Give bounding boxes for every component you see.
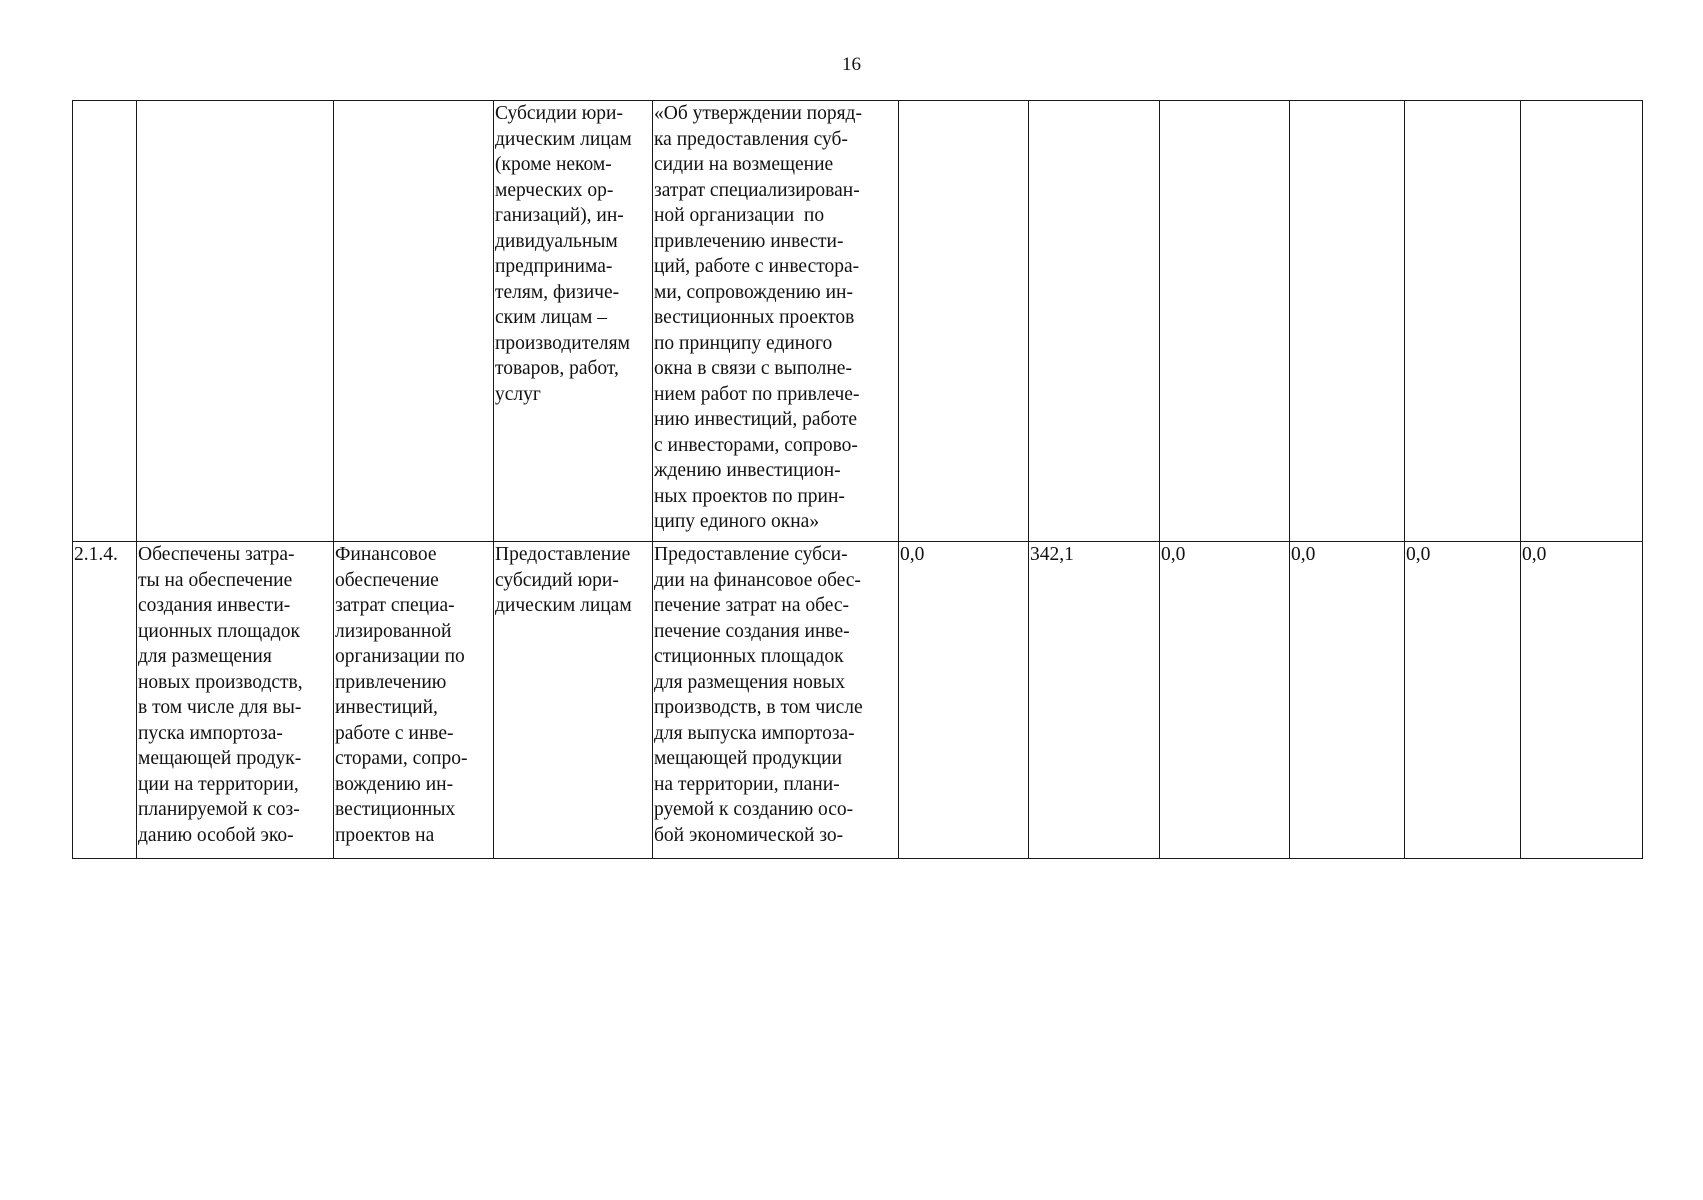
value-cell: 0,0 <box>1521 542 1643 859</box>
value-cell: 0,0 <box>899 542 1029 859</box>
legal-act-cell: Предоставление субси- дии на финансовое обес- печение затрат на обес- печение создания инве- стиционных площадок для размещения новых производств, в том числе для выпуска импортоза- мещающей продукции на территории, плани- руемой к созданию осо- бой экономической зо- <box>653 542 899 859</box>
value-cell <box>1290 101 1405 542</box>
event-cell <box>334 101 494 542</box>
row-number-cell <box>73 101 137 542</box>
table-row <box>73 542 1643 859</box>
value-cell: 0,0 <box>1160 542 1290 859</box>
value-cell: 0,0 <box>1405 542 1521 859</box>
page-number: 16 <box>842 54 861 75</box>
event-cell: Финансовое обеспечение затрат специа- лизированной организации по привлечению инвестиций, работе с инве- сторами, сопро- вождению ин- вестиционных проектов на <box>334 542 494 859</box>
budget-table <box>72 100 1643 859</box>
value-cell <box>1521 101 1643 542</box>
value-cell <box>1405 101 1521 542</box>
value-cell: 0,0 <box>1290 542 1405 859</box>
row-number-cell: 2.1.4. <box>73 542 137 859</box>
legal-act-cell: «Об утверждении поряд- ка предоставления суб- сидии на возмещение затрат специализирован- ной организации по привлечению инвести- ций, работе с инвестора- ми, сопровождению ин- вестиционных проектов по принципу единого окна в связи с выполне- нием работ по привлече- нию инвестиций, работе с инвесторами, сопрово- ждению инвестицион- ных проектов по прин- ципу единого окна» <box>653 101 899 542</box>
table-row <box>73 101 1643 542</box>
spending-type-cell: Субсидии юри- дическим лицам (кроме неком- мерческих ор- ганизаций), ин- дивидуальным предпринима- телям, физиче- ским лицам – производителям товаров, работ, услуг <box>494 101 653 542</box>
spending-type-cell: Предоставление субсидий юри- дическим лицам <box>494 542 653 859</box>
value-cell: 342,1 <box>1029 542 1160 859</box>
result-cell: Обеспечены затра- ты на обеспечение создания инвести- ционных площадок для размещения новых производств, в том числе для вы- пуска импортоза- мещающей продук- ции на территории, планируемой к соз- данию особой эко- <box>137 542 334 859</box>
result-cell <box>137 101 334 542</box>
value-cell <box>1029 101 1160 542</box>
value-cell <box>899 101 1029 542</box>
value-cell <box>1160 101 1290 542</box>
